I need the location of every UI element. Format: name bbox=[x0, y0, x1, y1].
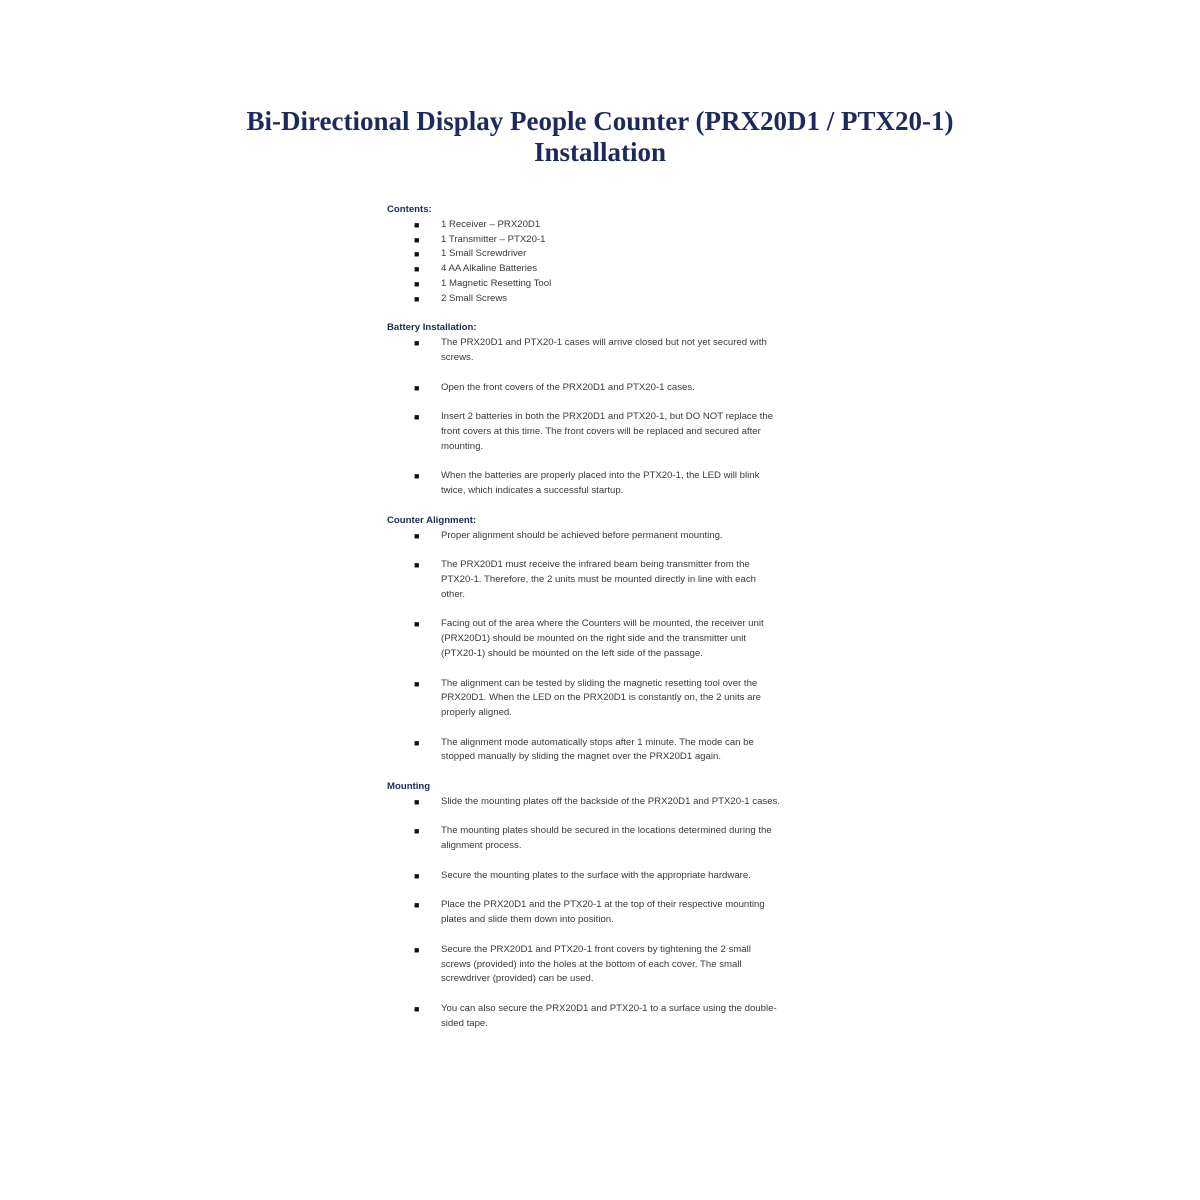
list-item bbox=[387, 233, 847, 248]
bullet-list bbox=[387, 336, 847, 499]
list-item-line: PRX20D1. When the LED on the PRX20D1 is constantly on, the 2 units are bbox=[441, 692, 761, 704]
list-item-line: 1 Receiver – PRX20D1 bbox=[441, 218, 541, 230]
list-item-line: plates and slide them down into position. bbox=[441, 914, 614, 926]
bullet-list bbox=[387, 795, 847, 1032]
list-item-line: Place the PRX20D1 and the PTX20-1 at the top of their respective mounting bbox=[441, 899, 765, 911]
list-item bbox=[387, 529, 847, 544]
bullet-icon: ■ bbox=[414, 796, 420, 807]
list-item-line: The alignment mode automatically stops after 1 minute. The mode can be bbox=[441, 736, 754, 748]
document-title bbox=[0, 106, 1200, 168]
document-body bbox=[387, 203, 847, 1046]
list-item-line: PTX20-1. Therefore, the 2 units must be mounted directly in line with each bbox=[441, 573, 756, 585]
list-item bbox=[387, 292, 847, 307]
bullet-list bbox=[387, 218, 847, 307]
list-item bbox=[387, 558, 847, 602]
list-item-line: screws. bbox=[441, 351, 474, 363]
list-item-line: alignment process. bbox=[441, 840, 522, 852]
list-item bbox=[387, 677, 847, 721]
list-item bbox=[387, 262, 847, 277]
list-item-line: Slide the mounting plates off the backside of the PRX20D1 and PTX20-1 cases. bbox=[441, 795, 781, 807]
list-item-line: (PRX20D1) should be mounted on the right side and the transmitter unit bbox=[441, 633, 747, 645]
list-item bbox=[387, 795, 847, 810]
bullet-icon: ■ bbox=[414, 219, 420, 230]
list-item-line: stopped manually by sliding the magnet over the PRX20D1 again. bbox=[441, 751, 721, 763]
list-item bbox=[387, 469, 847, 499]
list-item-line: 1 Magnetic Resetting Tool bbox=[441, 277, 552, 289]
bullet-icon: ■ bbox=[414, 560, 420, 571]
bullet-icon: ■ bbox=[414, 234, 420, 245]
section-heading: Counter Alignment: bbox=[387, 514, 477, 526]
list-item bbox=[387, 943, 847, 987]
bullet-icon: ■ bbox=[414, 264, 420, 275]
bullet-icon: ■ bbox=[414, 826, 420, 837]
list-item-line: front covers at this time. The front covers will be replaced and secured after bbox=[441, 425, 761, 437]
list-item-line: mounting. bbox=[441, 440, 484, 452]
list-item-line: sided tape. bbox=[441, 1017, 488, 1029]
list-item bbox=[387, 869, 847, 884]
list-item-line: Facing out of the area where the Counters will be mounted, the receiver unit bbox=[441, 618, 764, 630]
bullet-icon: ■ bbox=[414, 530, 420, 541]
list-item-line: The PRX20D1 must receive the infrared beam being transmitter from the bbox=[441, 559, 750, 571]
bullet-list bbox=[387, 529, 847, 766]
list-item bbox=[387, 381, 847, 396]
bullet-icon: ■ bbox=[414, 249, 420, 260]
list-item bbox=[387, 1002, 847, 1032]
list-item-line: 2 Small Screws bbox=[441, 292, 508, 304]
list-item bbox=[387, 218, 847, 233]
list-item bbox=[387, 247, 847, 262]
list-item-line: other. bbox=[441, 588, 466, 600]
bullet-icon: ■ bbox=[414, 1004, 420, 1015]
bullet-icon: ■ bbox=[414, 619, 420, 630]
bullet-icon: ■ bbox=[414, 293, 420, 304]
list-item-line: The alignment can be tested by sliding the magnetic resetting tool over the bbox=[441, 677, 758, 689]
list-item-line: (PTX20-1) should be mounted on the left side of the passage. bbox=[441, 647, 703, 659]
list-item-line: Insert 2 batteries in both the PRX20D1 and PTX20-1, but DO NOT replace the bbox=[441, 411, 774, 423]
list-item-line: 4 AA Alkaline Batteries bbox=[441, 263, 537, 275]
list-item bbox=[387, 336, 847, 366]
bullet-icon: ■ bbox=[414, 471, 420, 482]
section-heading: Mounting bbox=[387, 781, 431, 793]
list-item bbox=[387, 898, 847, 928]
list-item-line: Secure the mounting plates to the surface with the appropriate hardware. bbox=[441, 869, 751, 881]
list-item-line: 1 Transmitter – PTX20-1 bbox=[441, 233, 546, 245]
bullet-icon: ■ bbox=[414, 678, 420, 689]
bullet-icon: ■ bbox=[414, 338, 420, 349]
title-line-1: Bi-Directional Display People Counter (PRX20D1 / PTX20-1) bbox=[246, 106, 954, 136]
list-item-line: screwdriver (provided) can be used. bbox=[441, 973, 594, 985]
bullet-icon: ■ bbox=[414, 412, 420, 423]
section-heading: Contents: bbox=[387, 204, 432, 215]
title-line-2: Installation bbox=[533, 137, 667, 167]
section-mounting bbox=[387, 780, 847, 1032]
list-item-line: Proper alignment should be achieved before permanent mounting. bbox=[441, 529, 723, 541]
list-item bbox=[387, 617, 847, 661]
list-item bbox=[387, 824, 847, 854]
bullet-icon: ■ bbox=[414, 382, 420, 393]
list-item-line: 1 Small Screwdriver bbox=[441, 248, 527, 260]
list-item-line: You can also secure the PRX20D1 and PTX20-1 to a surface using the double- bbox=[441, 1003, 777, 1015]
list-item-line: When the batteries are properly placed into the PTX20-1, the LED will blink bbox=[441, 470, 760, 482]
list-item bbox=[387, 277, 847, 292]
bullet-icon: ■ bbox=[414, 900, 420, 911]
list-item-line: Open the front covers of the PRX20D1 and PTX20-1 cases. bbox=[441, 381, 695, 393]
bullet-icon: ■ bbox=[414, 944, 420, 955]
bullet-icon: ■ bbox=[414, 870, 420, 881]
bullet-icon: ■ bbox=[414, 278, 420, 289]
list-item-line: The PRX20D1 and PTX20-1 cases will arrive closed but not yet secured with bbox=[441, 337, 767, 349]
list-item bbox=[387, 736, 847, 766]
section-counter-alignment bbox=[387, 514, 847, 766]
list-item-line: twice, which indicates a successful startup. bbox=[441, 485, 624, 497]
list-item-line: properly aligned. bbox=[441, 707, 512, 719]
list-item bbox=[387, 410, 847, 454]
bullet-icon: ■ bbox=[414, 737, 420, 748]
list-item-line: screws (provided) into the holes at the bottom of each cover. The small bbox=[441, 958, 742, 970]
list-item-line: The mounting plates should be secured in the locations determined during the bbox=[441, 825, 772, 837]
list-item-line: Secure the PRX20D1 and PTX20-1 front covers by tightening the 2 small bbox=[441, 943, 751, 955]
section-battery-installation bbox=[387, 321, 847, 499]
section-heading: Battery Installation: bbox=[387, 322, 477, 334]
section-contents bbox=[387, 203, 847, 307]
